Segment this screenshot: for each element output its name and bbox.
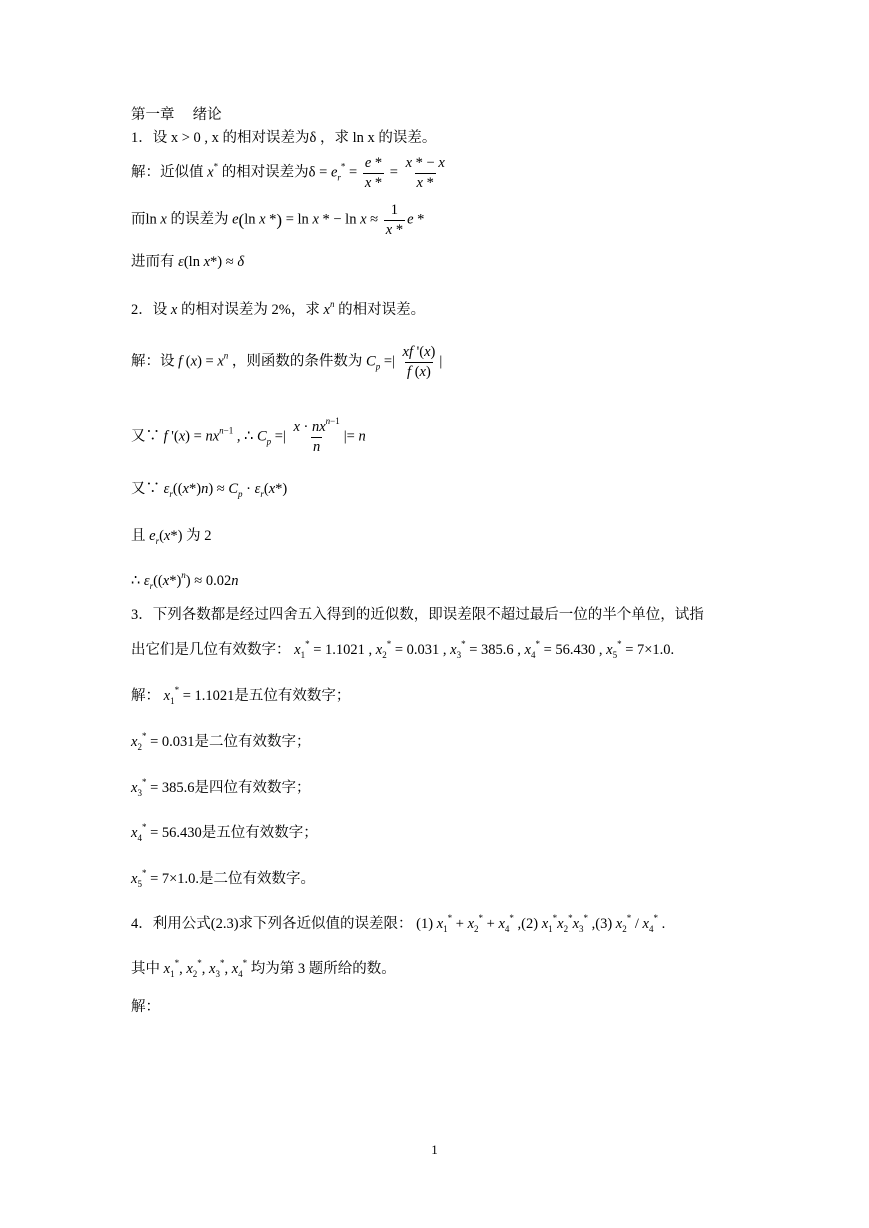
q3-answer-3: $x_3^* = 385.6$是四位有效数字；	[131, 777, 311, 798]
q3-answer-1: 解： $x_1^* = 1.1021$是五位有效数字；	[131, 685, 351, 706]
q4-answer-label: 解：	[131, 999, 160, 1015]
q3-result-2: 是二位有效数字；	[194, 734, 311, 750]
q4-line2-suffix: 均为第 3 题所给的数。	[250, 961, 396, 977]
page-number: 1	[431, 1142, 438, 1157]
q1-answer2-mid: 的误差为	[170, 211, 229, 228]
q3-stem-line1: 3．下列各数都是经过四舍五入得到的近似数，即误差限不超过最后一位的半个单位，试指	[131, 607, 704, 623]
q2-answer-line4: 且 $e_r(x*)$ 为 2	[131, 528, 212, 546]
q2-answer-line2: 又∵ f '$(x) = nx^{n-1}$ , ∴ $C_p$ =| $\frac{x \cdot nx^{n-1}}{n}$ |= n	[131, 416, 366, 455]
chapter-title: 第一章 绪论	[131, 107, 222, 123]
q2-stem-b: 的相对误差为 2%，求	[180, 302, 320, 318]
q4-line2: 其中 $x_1^*$, $x_2^*$, $x_3^*$, $x_4^*$ 均为第 3 题所给的数。	[131, 958, 396, 979]
q1-answer-line1: 解：近似值 x* 的相对误差为$\delta = e_r^*$ = $\frac{e *}{x *}$ = $\frac{x * - x}{x *}$	[131, 155, 445, 191]
q2-stem: 2．设 x 的相对误差为 2%，求 $x^n$ 的相对误差。	[131, 299, 426, 318]
q3-answer-prefix: 解：	[131, 688, 160, 704]
q3-result-3: 是四位有效数字；	[194, 780, 311, 796]
q3-answer-2: $x_2^* = 0.031$是二位有效数字；	[131, 731, 311, 752]
q3-result-4: 是五位有效数字；	[201, 825, 318, 841]
q3-result-5: 是二位有效数字。	[199, 871, 316, 887]
q2-answer1-prefix: 解：设	[131, 353, 175, 370]
q3-stem-line2: 出它们是几位有效数字： $x_1^* = 1.1021$ , $x_2^* = 0.031$ , $x_3^* = 385.6$ , $x_4^* = 56.430$ , $x_5^* = 7\times 1.0$.	[131, 639, 675, 660]
q1-answer-line3: 进而有 ε(ln x*) ≈ δ	[131, 254, 245, 270]
q2-answer3-prefix: 又∵	[131, 481, 160, 497]
q4-stem-text: 4．利用公式(2.3)求下列各近似值的误差限：	[131, 916, 413, 932]
q1-answer2-prefix: 而	[131, 211, 146, 228]
q1-stem: 1．设 x > 0 , x 的相对误差为δ ，求 ln x 的误差。	[131, 130, 437, 146]
q2-answer2-prefix: 又∵	[131, 428, 160, 445]
q2-answer1-mid: ，则函数的条件数为	[231, 353, 363, 370]
q2-answer-line1: 解：设 f $(x) = x^n$ ，则函数的条件数为 $C_p$ =| $\frac{xf '(x)}{f (x)}$ |	[131, 344, 443, 380]
q1-answer3-prefix: 进而有	[131, 254, 175, 270]
q2-stem-c: 的相对误差。	[338, 302, 426, 318]
q3-answer-5: $x_5^* = 7\times 1.0$.是二位有效数字。	[131, 868, 316, 889]
q1-answer-mid: 的相对误差为δ =	[221, 164, 328, 181]
q2-answer-line3: 又∵ $\varepsilon_r((x*)n) \approx C_p \cdot \varepsilon_r(x*)$	[131, 481, 288, 499]
q1-answer-line2: 而ln x 的误差为 e(ln x *) = ln x * − ln x ≈ $\frac{1}{x *}$ e *	[131, 202, 425, 238]
q4-line2-prefix: 其中	[131, 961, 160, 977]
q2-answer-line5: ∴ $\varepsilon_r((x*)^n) \approx 0.02n$	[131, 570, 239, 591]
q2-answer4-prefix: 且	[131, 528, 146, 544]
q2-answer4-suffix: 为 2	[186, 528, 212, 544]
q3-stem-line2-text: 出它们是几位有效数字：	[131, 642, 291, 658]
q1-answer-prefix: 解：近似值	[131, 164, 204, 181]
q2-stem-a: 2．设	[131, 302, 168, 318]
q4-stem: 4．利用公式(2.3)求下列各近似值的误差限： (1) $x_1^* + x_2^* + x_4^*$ ,(2) $x_1^*x_2^*x_3^*$ ,(3) $x_2^* / x_4^*$ .	[131, 913, 666, 934]
q3-result-1: 是五位有效数字；	[234, 688, 351, 704]
q2-answer5-prefix: ∴	[131, 573, 141, 589]
q3-answer-4: $x_4^* = 56.430$是五位有效数字；	[131, 822, 318, 843]
